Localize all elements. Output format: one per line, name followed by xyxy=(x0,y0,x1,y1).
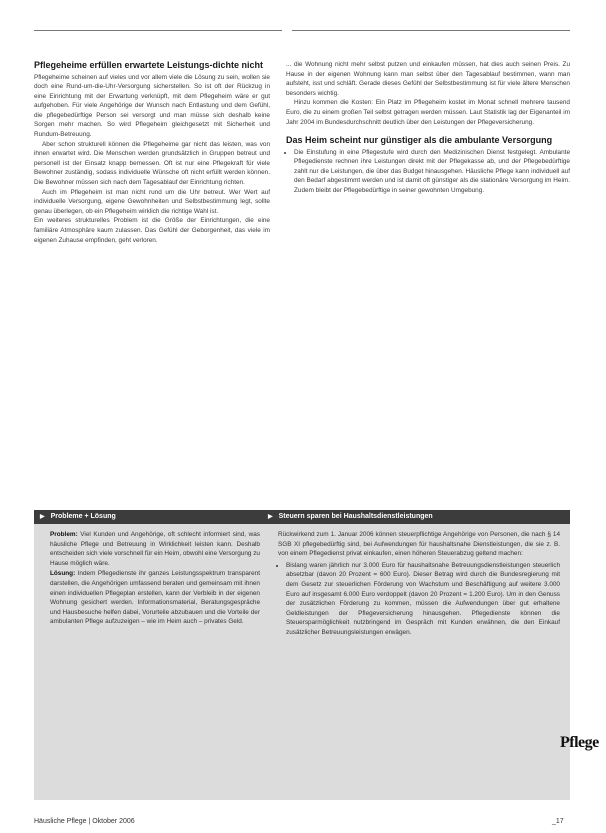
bullet-list xyxy=(278,561,560,638)
paragraph: Ein weiteres strukturelles Problem ist die Größe der Einrichtungen, die eine familiäre Atmosphäre kaum zulassen. Das Gefühl der Geborgenheit, das viele im eigenen Zuhause empfinden, geht verloren. xyxy=(34,217,270,244)
magazine-logo: Pflege xyxy=(560,734,599,751)
problem-solution-box xyxy=(34,510,270,800)
article-heading: Pflegeheime erfüllen erwartete Leistungs-dichte nicht xyxy=(34,60,264,70)
top-rule-left xyxy=(34,30,282,31)
top-rule-right xyxy=(292,30,570,31)
bullet-list xyxy=(286,148,570,196)
box-header xyxy=(262,510,570,524)
box-intro: Rückwirkend zum 1. Januar 2006 können steuerpflichtige Angehörige von Personen, die nach § 14 SGB XI pflegebedürftig sind, bei Aufwendungen für haushaltsnahe Dienstleistungen, die sie z. B. von einem Pflegedienst privat einkaufen, einen höheren Steuerabzug geltend machen: xyxy=(278,531,560,558)
box-body xyxy=(34,524,270,627)
triangle-icon: ▶ xyxy=(268,514,273,520)
list-item: • Bislang waren jährlich nur 3.000 Euro für haushaltsnahe Betreuungsdienstleistungen steuerlich absetzbar (davon 20 Prozent = 600 Euro). Dieser Betrag wird durch die Bundesregierung mit dem Gesetz zur steuerlichen Förderung von Wachstum und Beschäftigung auf weitere 3.000 Euro auf insgesamt 6.000 Euro verdoppelt (davon 20 Prozent = 1.200 Euro). Um in den Genuss der zusätzlichen Förderung zu kommen, müssen die Aufwendungen über gut erhaltene Geldleistungen der Pflegeversicherung hinausgehen. Pflegedienste können die Steuersparmöglichkeit nutzbringend im Gespräch mit Kunden erwähnen, die den Einkauf zusätzlicher Betreuungsleistungen erwägen. xyxy=(286,561,560,638)
solution-text: Indem Pflegedienste ihr ganzes Leistungsspektrum transparent darstellen, die Angehörigen umfassend beraten und gemeinsam mit ihnen einen individuellen Pflegeplan erstellen, kann der Verbleib in der eigenen Wohnung gesichert werden. Informationsmaterial, Beratungsgespräche und Hausbesuche helfen dabei, Vorurteile abzubauen und die Vorteile der ambulanten Pflege aufzuzeigen – wie im Heim auch – privates Geld. xyxy=(50,570,260,626)
solution-label: Lösung: xyxy=(50,570,76,578)
box-title: Steuern sparen bei Haushaltsdienstleistungen xyxy=(278,513,433,520)
tax-savings-box xyxy=(262,510,570,800)
footer-publication: Häusliche Pflege | Oktober 2006 xyxy=(34,818,135,825)
paragraph: Aber schon strukturell können die Pflegeheime gar nicht das leisten, was von ihnen erwartet wird. Die Menschen werden grundsätzlich in Gruppen betreut und personell ist der Einsatz knapp bemessen. Oft ist nur eine Pflegekraft für viele Bewohner zuständig, sodass individuelle Wünsche oft nicht erfüllt werden können. Die Bewohner müssen sich nach dem Tagesablauf der Einrichtung richten. xyxy=(34,140,270,187)
paragraph: Pflegeheime scheinen auf vieles und vor allem viele die Lösung zu sein, wollen sie doch eine Rund-um-die-Uhr-Versorgung sicherstellen. So ist oft der Rückzug in eine Einrichtung mit der Erwartung verknüpft, mit dem Pflegeheim wäre er gut aufgehoben. Für viele Angehörige der Wunsch nach Entlastung und dem Gefühl, die pflegebedürftige Person sei versorgt und man müsse sich deshalb keine Sorgen mehr machen. So wird Pflegeheim gleichgesetzt mit Sicherheit und Rundum-Betreuung. xyxy=(34,73,270,139)
list-item: • Die Einstufung in eine Pflegestufe wird durch den Medizinischen Dienst festgelegt. Ambulante Pflegedienste rechnen ihre Leistungen direkt mit der Pflegekasse ab, und der Pflegebedürftige zahlt nur die Leistungen, die über das Budget hinausgehen. Häusliche Pflege kann individuell auf den Bedarf abgestimmt werden und ist damit oft günstiger als die stationäre Versorgung im Heim. Zudem bleibt der Pflegebedürftige in seiner gewohnten Umgebung. xyxy=(294,148,570,196)
section-heading: Das Heim scheint nur günstiger als die ambulante Versorgung xyxy=(286,135,553,146)
paragraph: Auch im Pflegeheim ist man nicht rund um die Uhr betreut. Wer Wert auf individuelle Versorgung, eigene Gewohnheiten und Selbstbestimmung legt, sollte genau überlegen, ob ein Pflegeheim wirklich die richtige Wahl ist. xyxy=(34,188,270,215)
paragraph: ... die Wohnung nicht mehr selbst putzen und einkaufen müssen, hat dies auch seinen Preis. Zu Hause in der eigenen Wohnung kann man selbst über den Tagesablauf bestimmen, wann man aufsteht, isst und schläft. Gerade dieses Gefühl der Selbstbestimmung ist für viele ältere Menschen besonders wichtig. xyxy=(286,61,570,97)
left-column xyxy=(34,60,270,245)
box-body xyxy=(262,524,570,638)
box-header xyxy=(34,510,270,524)
paragraph: Hinzu kommen die Kosten: Ein Platz im Pflegeheim kostet im Monat schnell mehrere tausend Euro, die zu einem großen Teil selbst getragen werden müssen. Laut Statistik lag der Eigenanteil im Jahr 2004 im Bundesdurchschnitt deutlich über den Leistungen der Pflegeversicherung. xyxy=(286,99,570,126)
right-column xyxy=(286,60,570,198)
problem-text: Viel Kunden und Angehörige, oft schlecht informiert sind, was häusliche Pflege und Betreuung in Wirklichkeit leisten kann. Deshalb entscheiden sich viele vorschnell für ein Heim, obwohl eine Versorgung zu Hause möglich wäre. xyxy=(50,531,260,567)
triangle-icon: ▶ xyxy=(40,514,45,520)
page-number: _17 xyxy=(552,818,564,825)
problem-label: Problem: xyxy=(50,531,78,538)
box-title: Probleme + Lösung xyxy=(50,513,116,520)
